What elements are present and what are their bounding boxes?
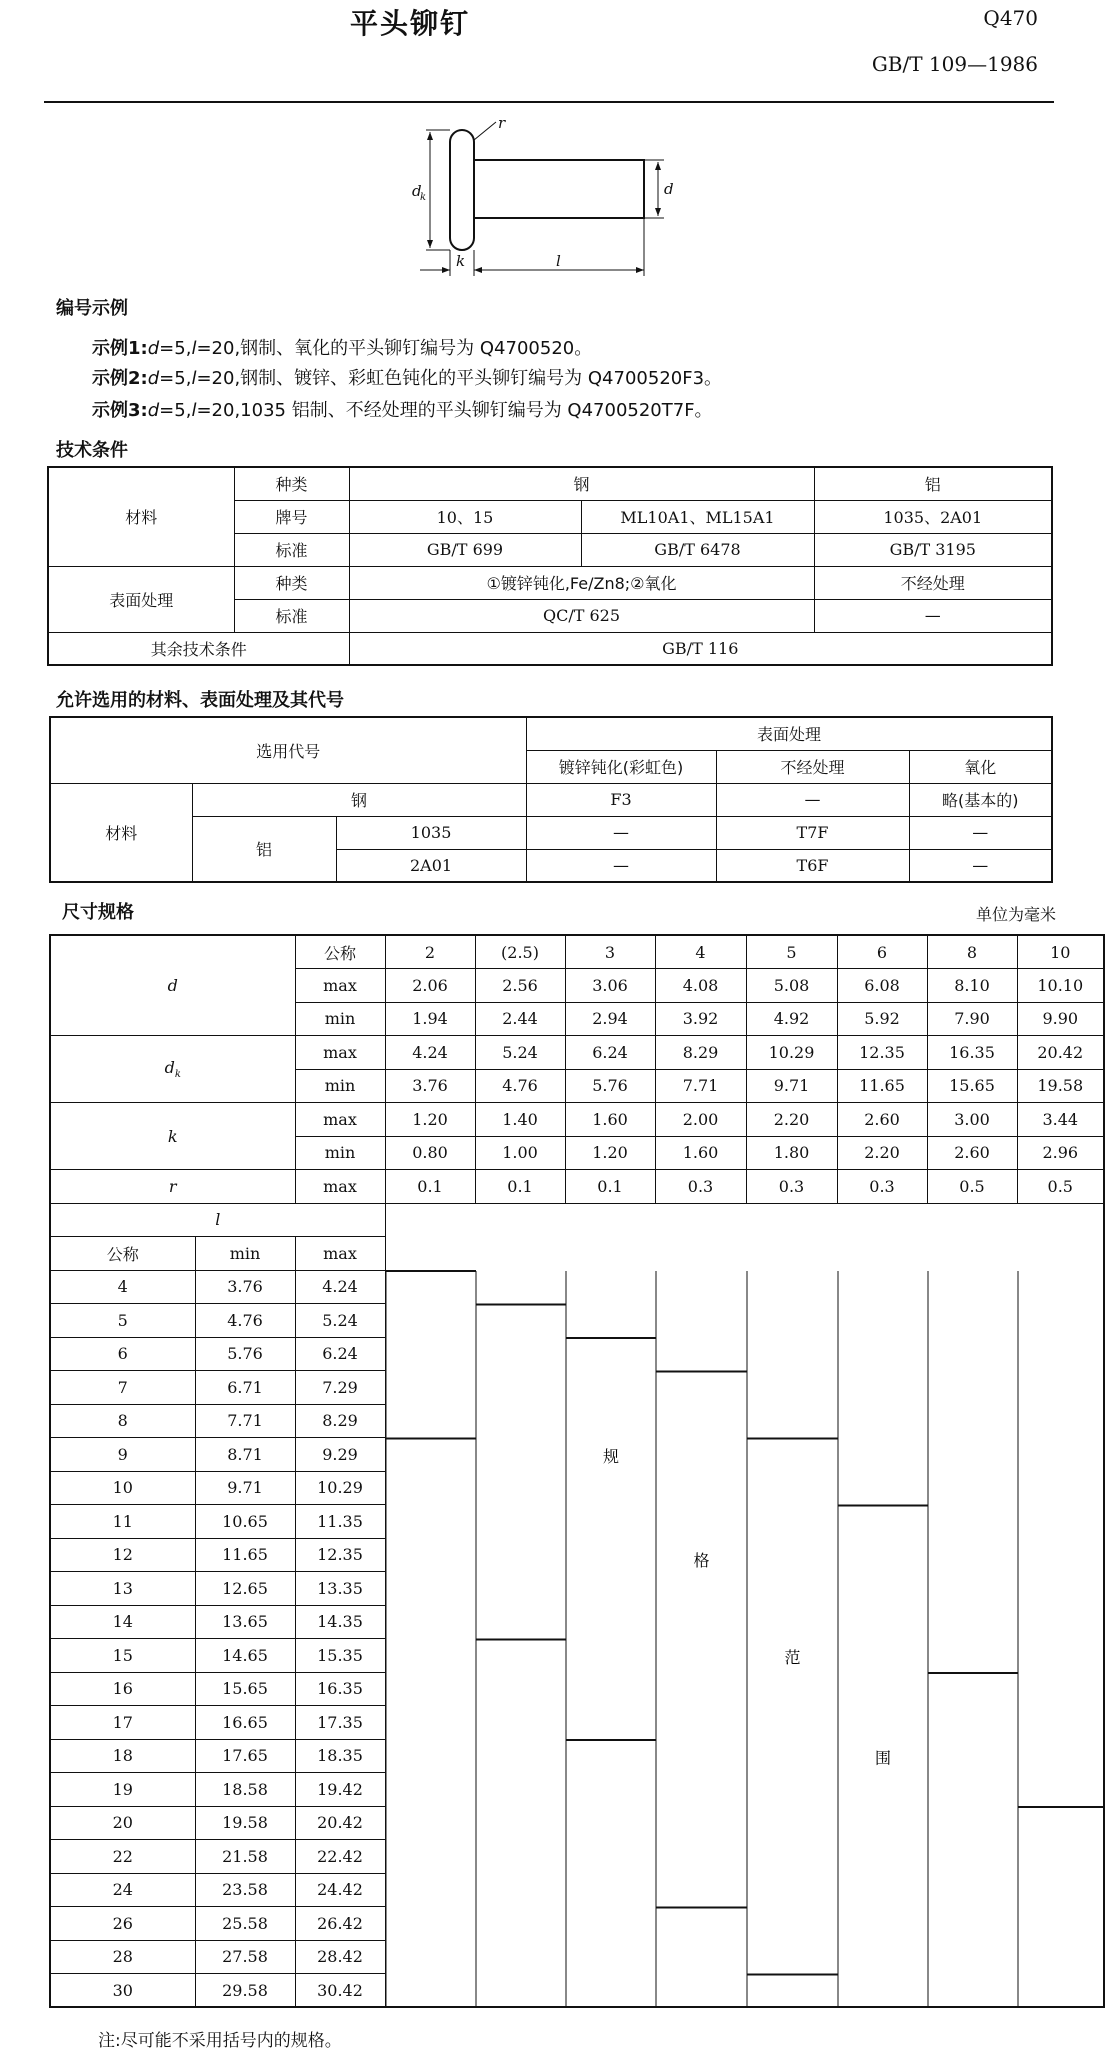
cell: 5 (50, 1304, 195, 1338)
cell: 4.24 (385, 1036, 475, 1070)
cell: 9.90 (1017, 1002, 1104, 1036)
cell: 24 (50, 1873, 195, 1907)
cell: 16.35 (295, 1672, 385, 1706)
cell: 9.29 (295, 1438, 385, 1472)
cell: 7 (50, 1371, 195, 1405)
cell: 2.44 (475, 1002, 565, 1036)
cell: 30.42 (295, 1974, 385, 2008)
header-rule (44, 101, 1054, 103)
cell: 4.76 (195, 1304, 295, 1338)
cell: 16.35 (927, 1036, 1017, 1070)
cell: 2 (385, 935, 475, 969)
cell: 12 (50, 1538, 195, 1572)
cell: 5.92 (837, 1002, 927, 1036)
cell: 1.80 (746, 1136, 837, 1170)
example-2: 示例2:d=5,l=20,钢制、镀锌、彩虹色钝化的平头铆钉编号为 Q4700520F3。 (92, 368, 723, 389)
cell: 29.58 (195, 1974, 295, 2008)
cell: 0.3 (746, 1170, 837, 1204)
cell: 1.60 (655, 1136, 746, 1170)
cell: 10 (1017, 935, 1104, 969)
cell: (2.5) (475, 935, 565, 969)
options-table: 选用代号 表面处理 镀锌钝化(彩虹色) 不经处理 氧化 材料 钢 F3 — 略(基本的) 铝 1035 — T7F — 2A01 — T6F — (49, 716, 1053, 883)
cell: 10.65 (195, 1505, 295, 1539)
cell: 11.65 (195, 1538, 295, 1572)
cell: 2.20 (837, 1136, 927, 1170)
cell: 13.35 (295, 1572, 385, 1606)
label-d: d (664, 180, 674, 198)
label-k: k (456, 252, 466, 270)
cell: 0.5 (927, 1170, 1017, 1204)
cell: 17.65 (195, 1739, 295, 1773)
cell: 8.29 (655, 1036, 746, 1070)
cell: 5.24 (295, 1304, 385, 1338)
tech-table: 材料 种类 钢 铝 牌号 10、15 ML10A1、ML15A1 1035、2A01 标准 GB/T 699 GB/T 6478 GB/T 3195 表面处理 种类 ①镀锌钝化,Fe/Zn8;②氧化 不经处理 标准 QC/T 625 — 其余技术条件 GB/T 116 (47, 466, 1053, 666)
cell: 19.42 (295, 1773, 385, 1807)
row-dk-max (50, 1036, 1104, 1070)
cell: 13.65 (195, 1605, 295, 1639)
unit-label: 单位为毫米 (975, 905, 1056, 924)
standard-number: GB/T 109—1986 (871, 52, 1038, 76)
cell: 0.3 (837, 1170, 927, 1204)
cell: 1.20 (565, 1136, 655, 1170)
tech-material: 材料 (48, 467, 234, 566)
cell: 23.58 (195, 1873, 295, 1907)
cell: 3.76 (385, 1069, 475, 1103)
cell: 2.60 (927, 1136, 1017, 1170)
cell: max (295, 969, 385, 1003)
cell: 12.35 (837, 1036, 927, 1070)
range-area (385, 1203, 1104, 2007)
cell: 6.24 (565, 1036, 655, 1070)
page-title: 平头铆钉 (350, 7, 471, 40)
row-k-max (50, 1103, 1104, 1137)
cell: 15.65 (195, 1672, 295, 1706)
cell: 13 (50, 1572, 195, 1606)
cell: 14.35 (295, 1605, 385, 1639)
row-l-header (50, 1203, 1104, 1237)
cell: 7.71 (195, 1404, 295, 1438)
cell: max (295, 1237, 385, 1271)
cell: min (295, 1069, 385, 1103)
cell: 2.96 (1017, 1136, 1104, 1170)
cell: 0.80 (385, 1136, 475, 1170)
cell: 9.71 (746, 1069, 837, 1103)
cell: 19.58 (1017, 1069, 1104, 1103)
examples-heading: 编号示例 (56, 298, 128, 319)
range-char: 格 (692, 1550, 710, 1570)
cell: 7.71 (655, 1069, 746, 1103)
tech-heading: 技术条件 (56, 440, 128, 461)
cell: 6 (837, 935, 927, 969)
cell: 3 (565, 935, 655, 969)
cell: max (295, 1036, 385, 1070)
cell: 14 (50, 1605, 195, 1639)
cell: 11.35 (295, 1505, 385, 1539)
cell: 5.24 (475, 1036, 565, 1070)
cell: 3.92 (655, 1002, 746, 1036)
cell: 26 (50, 1907, 195, 1941)
cell: 1.94 (385, 1002, 475, 1036)
cell: 16.65 (195, 1706, 295, 1740)
range-char: 规 (602, 1446, 619, 1466)
cell: 6.24 (295, 1337, 385, 1371)
cell: 18 (50, 1739, 195, 1773)
cell: 14.65 (195, 1639, 295, 1673)
label-dk-sub: k (420, 192, 427, 203)
cell: 10.29 (295, 1471, 385, 1505)
note: 注:尽可能不采用括号内的规格。 (98, 2031, 342, 2051)
label-r: r (50, 1170, 295, 1204)
cell: 4.08 (655, 969, 746, 1003)
cell: 4.92 (746, 1002, 837, 1036)
cell: 16 (50, 1672, 195, 1706)
cell: 1.40 (475, 1103, 565, 1137)
cell: 5.76 (565, 1069, 655, 1103)
cell: 8 (50, 1404, 195, 1438)
cell: 4 (655, 935, 746, 969)
cell: 4.24 (295, 1270, 385, 1304)
cell: 6.08 (837, 969, 927, 1003)
cell: 20.42 (1017, 1036, 1104, 1070)
cell: 28 (50, 1940, 195, 1974)
cell: 25.58 (195, 1907, 295, 1941)
cell: 27.58 (195, 1940, 295, 1974)
cell: 10.10 (1017, 969, 1104, 1003)
dims-heading: 尺寸规格 (62, 902, 134, 923)
cell: max (295, 1170, 385, 1204)
range-staircase (386, 1204, 1105, 2008)
cell: 30 (50, 1974, 195, 2008)
cell: 6 (50, 1337, 195, 1371)
cell: 15 (50, 1639, 195, 1673)
cell: 8.71 (195, 1438, 295, 1472)
rivet-shank (474, 160, 644, 218)
cell: 26.42 (295, 1907, 385, 1941)
cell: 5.08 (746, 969, 837, 1003)
rivet-drawing (400, 114, 674, 278)
cell: 22.42 (295, 1840, 385, 1874)
cell: 9 (50, 1438, 195, 1472)
cell: 15.35 (295, 1639, 385, 1673)
cell: 12.65 (195, 1572, 295, 1606)
part-code: Q470 (983, 6, 1038, 30)
cell: 公称 (295, 935, 385, 969)
cell: 15.65 (927, 1069, 1017, 1103)
cell: 3.00 (927, 1103, 1017, 1137)
cell: 28.42 (295, 1940, 385, 1974)
cell: 12.35 (295, 1538, 385, 1572)
cell: 2.56 (475, 969, 565, 1003)
cell: 4.76 (475, 1069, 565, 1103)
cell: 5.76 (195, 1337, 295, 1371)
cell: 10.29 (746, 1036, 837, 1070)
cell: 公称 (50, 1237, 195, 1271)
row-nominal (50, 935, 1104, 969)
row-r-max (50, 1170, 1104, 1204)
cell: 3.76 (195, 1270, 295, 1304)
cell: max (295, 1103, 385, 1137)
cell: 20.42 (295, 1806, 385, 1840)
cell: min (195, 1237, 295, 1271)
cell: 1.00 (475, 1136, 565, 1170)
example-1: 示例1:d=5,l=20,钢制、氧化的平头铆钉编号为 Q4700520。 (92, 338, 593, 359)
label-l: l (556, 252, 561, 270)
example-3: 示例3:d=5,l=20,1035 铝制、不经处理的平头铆钉编号为 Q4700520T7F。 (92, 400, 713, 421)
cell: 4 (50, 1270, 195, 1304)
cell: 22 (50, 1840, 195, 1874)
dims-table (49, 934, 1105, 2008)
label-dk: d (412, 182, 422, 200)
cell: 11 (50, 1505, 195, 1539)
cell: 19 (50, 1773, 195, 1807)
cell: 2.60 (837, 1103, 927, 1137)
cell: 1.20 (385, 1103, 475, 1137)
cell: 6.71 (195, 1371, 295, 1405)
cell: 0.1 (475, 1170, 565, 1204)
cell: 0.1 (385, 1170, 475, 1204)
cell: 3.44 (1017, 1103, 1104, 1137)
label-d: d (50, 935, 295, 1036)
cell: 20 (50, 1806, 195, 1840)
cell: 0.5 (1017, 1170, 1104, 1204)
cell: 2.00 (655, 1103, 746, 1137)
cell: 9.71 (195, 1471, 295, 1505)
cell: 8 (927, 935, 1017, 969)
cell: 1.60 (565, 1103, 655, 1137)
cell: 18.35 (295, 1739, 385, 1773)
rivet-head (450, 130, 474, 250)
range-char: 范 (783, 1647, 801, 1667)
label-k: k (50, 1103, 295, 1170)
cell: 5 (746, 935, 837, 969)
cell: 18.58 (195, 1773, 295, 1807)
cell: 8.10 (927, 969, 1017, 1003)
cell: min (295, 1002, 385, 1036)
label-l: l (50, 1203, 385, 1237)
cell: 2.20 (746, 1103, 837, 1137)
cell: 7.90 (927, 1002, 1017, 1036)
cell: 0.1 (565, 1170, 655, 1204)
cell: 11.65 (837, 1069, 927, 1103)
cell: 0.3 (655, 1170, 746, 1204)
tech-surface: 表面处理 (48, 566, 234, 632)
cell: 24.42 (295, 1873, 385, 1907)
cell: 2.06 (385, 969, 475, 1003)
cell: min (295, 1136, 385, 1170)
options-heading: 允许选用的材料、表面处理及其代号 (56, 690, 344, 711)
label-dk: $d_k$ (50, 1036, 295, 1103)
cell: 2.94 (565, 1002, 655, 1036)
cell: 3.06 (565, 969, 655, 1003)
cell: 10 (50, 1471, 195, 1505)
range-char: 围 (874, 1747, 891, 1767)
cell: 19.58 (195, 1806, 295, 1840)
label-r: r (498, 114, 506, 132)
cell: 21.58 (195, 1840, 295, 1874)
cell: 17 (50, 1706, 195, 1740)
cell: 8.29 (295, 1404, 385, 1438)
cell: 7.29 (295, 1371, 385, 1405)
cell: 17.35 (295, 1706, 385, 1740)
